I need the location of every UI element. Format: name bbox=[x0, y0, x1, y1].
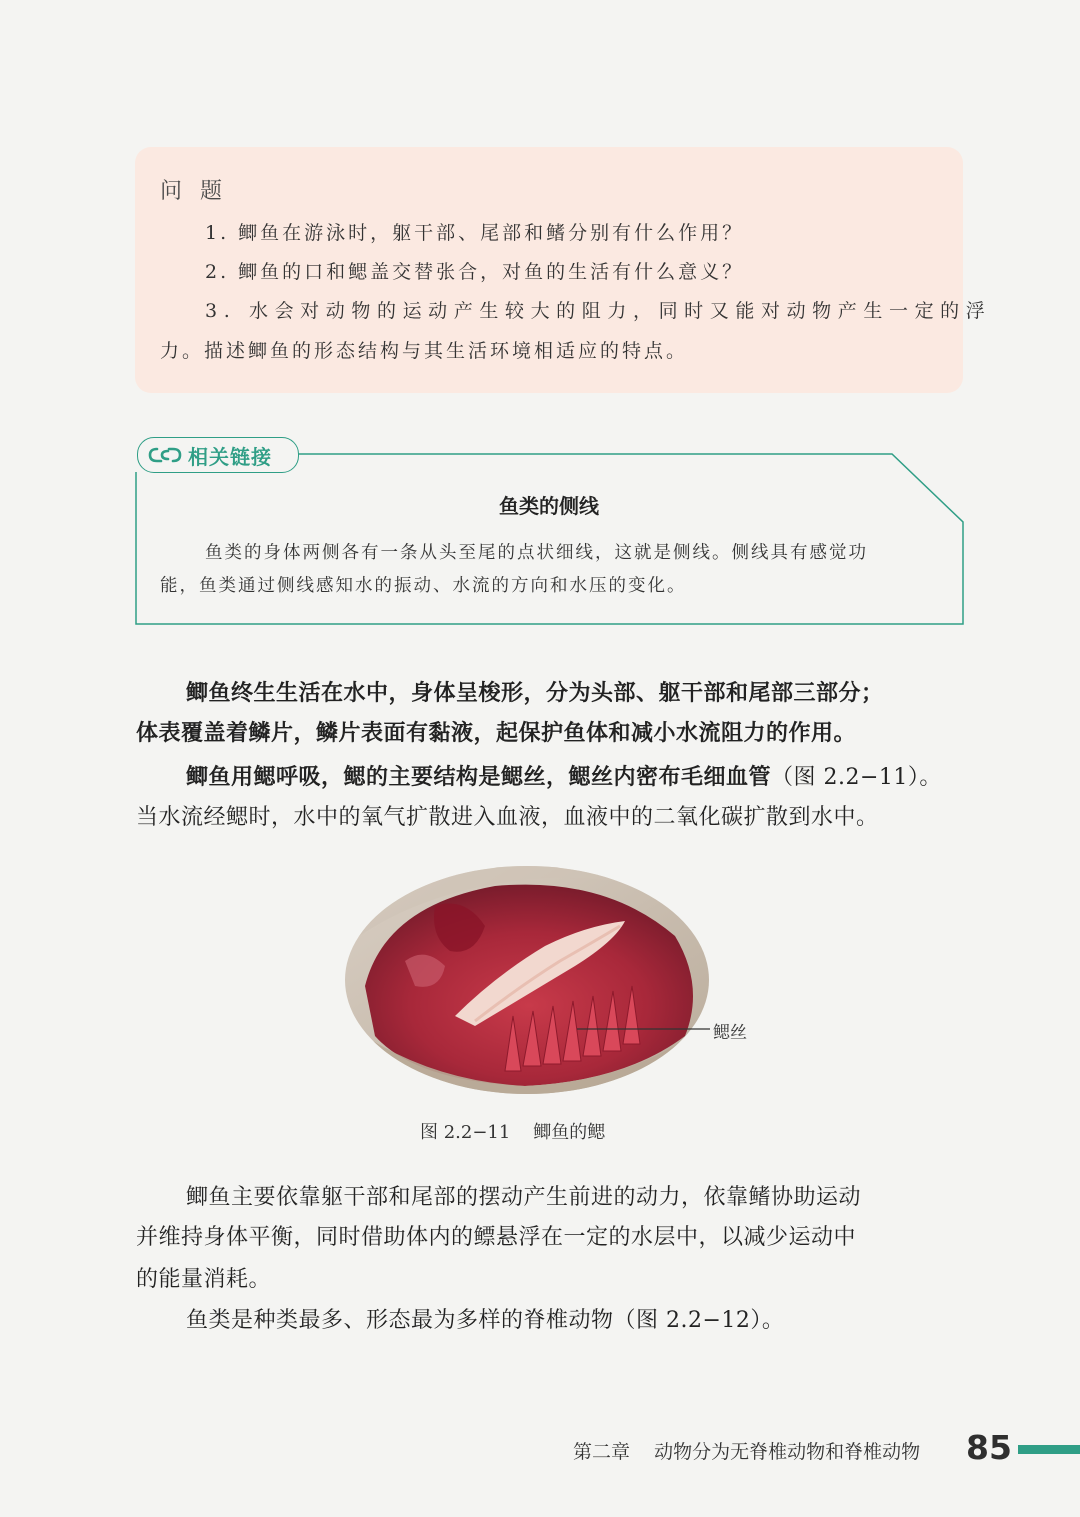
body-para2-line1 bbox=[186, 760, 942, 791]
page-accent-bar bbox=[1018, 1445, 1080, 1454]
body-para4: 鱼类是种类最多、形态最为多样的脊椎动物（图 2.2−12）。 bbox=[186, 1308, 785, 1333]
question-2: 2. 鲫鱼的口和鳃盖交替张合，对鱼的生活有什么意义？ bbox=[205, 261, 745, 283]
body-para2-ref: （图 2.2−11）。 bbox=[771, 765, 942, 790]
body-para1-line2: 体表覆盖着鳞片，鳞片表面有黏液，起保护鱼体和减小水流阻力的作用。 bbox=[136, 721, 857, 746]
fish-gill-photo bbox=[345, 866, 710, 1094]
question-3: 3. 水会对动物的运动产生较大的阻力，同时又能对动物产生一定的浮 bbox=[205, 300, 992, 322]
body-para2-line2: 当水流经鳃时，水中的氧气扩散进入血液，血液中的二氧化碳扩散到水中。 bbox=[136, 805, 879, 830]
page-number: 85 bbox=[966, 1428, 1012, 1467]
body-para3-line1: 鲫鱼主要依靠躯干部和尾部的摆动产生前进的动力，依靠鳍协助运动 bbox=[186, 1185, 862, 1210]
question-1: 1. 鲫鱼在游泳时，躯干部、尾部和鳍分别有什么作用？ bbox=[205, 222, 745, 244]
questions-title: 问题 bbox=[160, 179, 241, 204]
body-para3-line2: 并维持身体平衡，同时借助体内的鳔悬浮在一定的水层中，以减少运动中 bbox=[136, 1225, 857, 1250]
figure-caption: 图 2.2−11 鲫鱼的鳃 bbox=[420, 1122, 606, 1143]
chain-link-icon bbox=[148, 443, 182, 467]
body-para2-bold: 鲫鱼用鳃呼吸，鳃的主要结构是鳃丝，鳃丝内密布毛细血管 bbox=[186, 765, 772, 790]
related-link-heading: 鱼类的侧线 bbox=[499, 494, 599, 518]
related-link-tab bbox=[137, 437, 299, 473]
body-para1-line1: 鲫鱼终生生活在水中，身体呈梭形，分为头部、躯干部和尾部三部分； bbox=[186, 681, 884, 706]
related-link-line-1: 鱼类的身体两侧各有一条从头至尾的点状细线，这就是侧线。侧线具有感觉功 bbox=[205, 543, 868, 563]
related-link-line-2: 能，鱼类通过侧线感知水的振动、水流的方向和水压的变化。 bbox=[160, 576, 687, 596]
question-3-cont: 力。描述鲫鱼的形态结构与其生活环境相适应的特点。 bbox=[160, 340, 689, 362]
gill-filament-label: 鳃丝 bbox=[713, 1023, 747, 1043]
related-link-label: 相关链接 bbox=[188, 444, 272, 469]
body-para3-line3: 的能量消耗。 bbox=[136, 1267, 272, 1292]
footer-chapter: 第二章 动物分为无脊椎动物和脊椎动物 bbox=[573, 1441, 921, 1463]
